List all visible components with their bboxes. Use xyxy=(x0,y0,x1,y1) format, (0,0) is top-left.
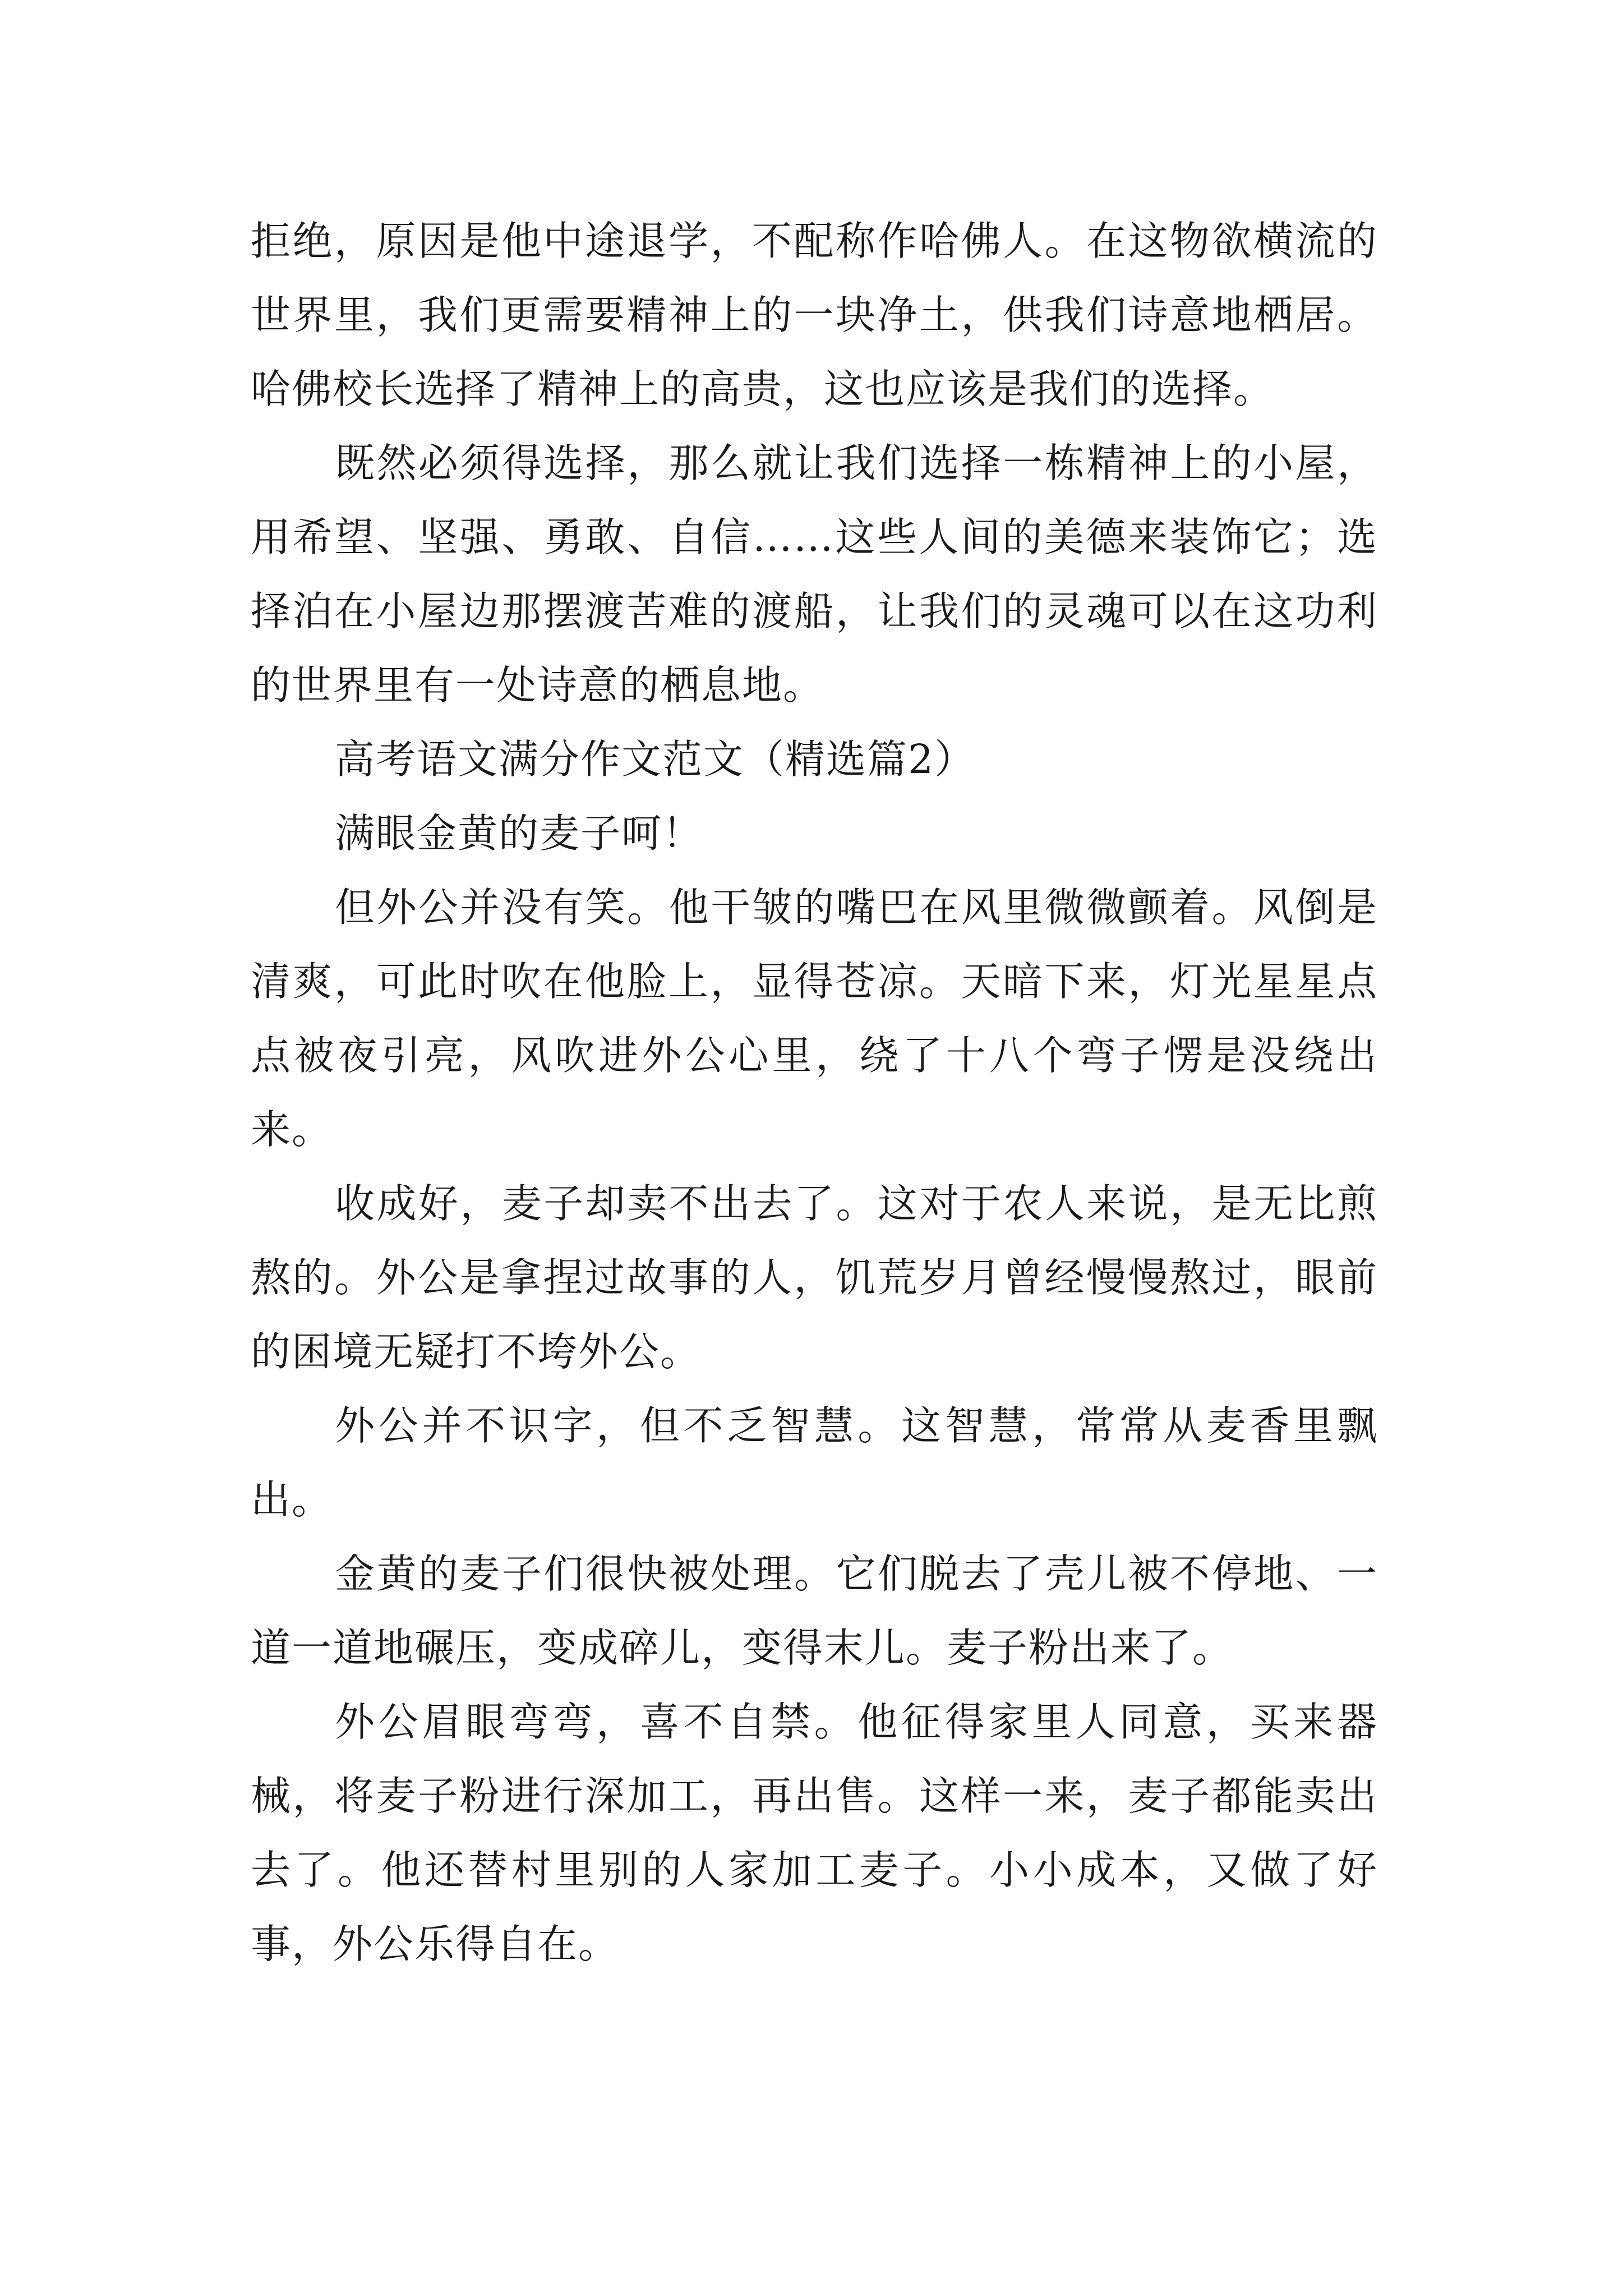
paragraph: 外公并不识字，但不乏智慧。这智慧，常常从麦香里飘出。 xyxy=(251,1402,1378,1523)
paragraph: 外公眉眼弯弯，喜不自禁。他征得家里人同意，买来器械，将麦子粉进行深加工，再出售。这样一来，麦子都能卖出去了。他还替村里别的人家加工麦子。小小成本，又做了好事，外公乐得自在。 xyxy=(251,1699,1378,1967)
paragraph: 既然必须得选择，那么就让我们选择一栋精神上的小屋，用希望、坚强、勇敢、自信……这些人间的美德来装饰它；选择泊在小屋边那摆渡苦难的渡船，让我们的灵魂可以在这功利的世界里有一处诗意的栖息地。 xyxy=(251,440,1378,708)
paragraph: 收成好，麦子却卖不出去了。这对于农人来说，是无比煎熬的。外公是拿捏过故事的人，饥荒岁月曾经慢慢熬过，眼前的困境无疑打不垮外公。 xyxy=(251,1180,1378,1375)
document-body xyxy=(251,204,1378,1981)
paragraph: 满眼金黄的麦子呵！ xyxy=(335,810,704,857)
paragraph: 但外公并没有笑。他干皱的嘴巴在风里微微颤着。风倒是清爽，可此时吹在他脸上，显得苍凉。天暗下来，灯光星星点点被夜引亮，风吹进外公心里，绕了十八个弯子愣是没绕出来。 xyxy=(251,884,1378,1153)
paragraph: 金黄的麦子们很快被处理。它们脱去了壳儿被不停地、一道一道地碾压，变成碎儿，变得末儿。麦子粉出来了。 xyxy=(251,1550,1378,1671)
section-heading: 高考语文满分作文范文（精选篇2） xyxy=(335,736,976,783)
paragraph: 拒绝，原因是他中途退学，不配称作哈佛人。在这物欲横流的世界里，我们更需要精神上的一块净土，供我们诗意地栖居。哈佛校长选择了精神上的高贵，这也应该是我们的选择。 xyxy=(251,218,1378,412)
